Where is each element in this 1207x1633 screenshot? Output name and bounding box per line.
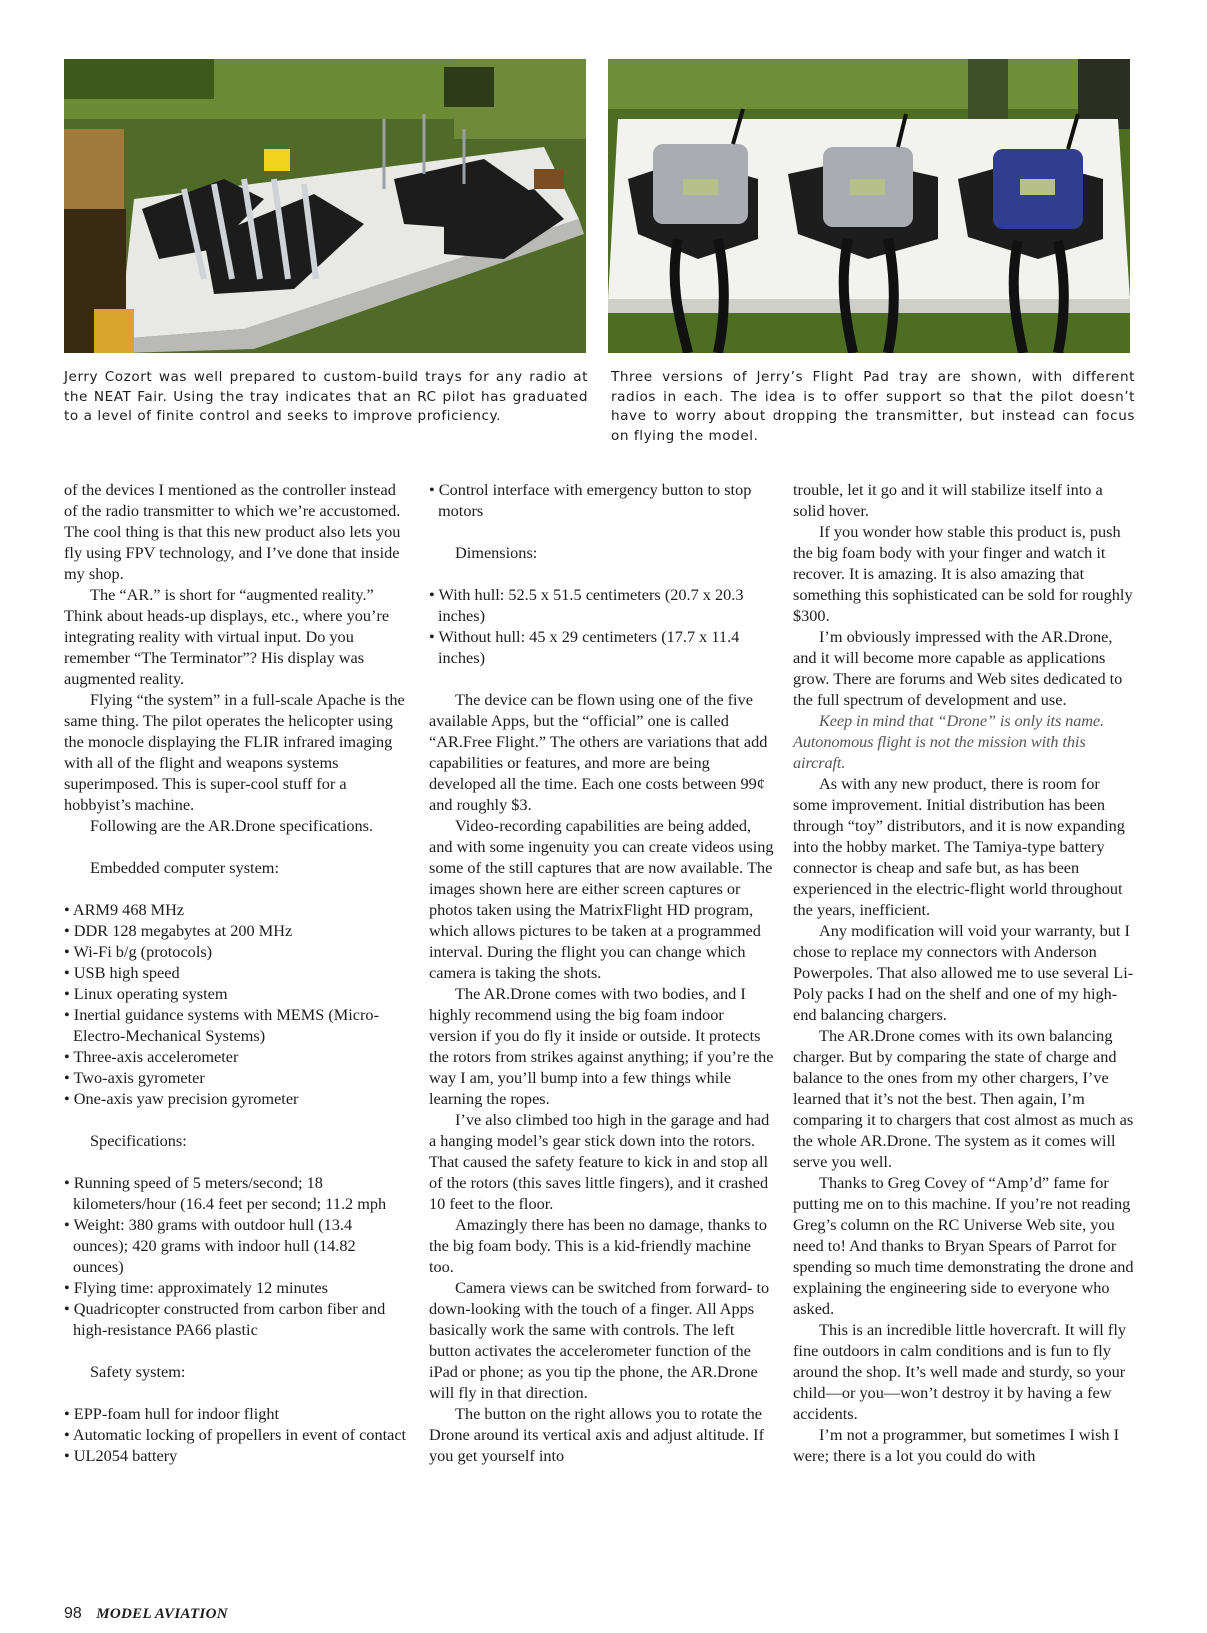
paragraph: Flying “the system” in a full-scale Apache is the same thing. The pilot operates the helicopter using the monocle displaying the FLIR infrared imaging with all of the flight and weapons systems superimposed. This is super-cool stuff for a hobbyist’s machine. [64,690,405,814]
spec-list-item: • UL2054 battery [64,1446,178,1465]
editor-note: Keep in mind that “Drone” is only its name. Autonomous flight is not the mission with this aircraft. [793,711,1104,772]
spec-list-item: • Control interface with emergency button to stop motors [429,480,752,520]
paragraph: Camera views can be switched from forward- to down-looking with the touch of a finger. All Apps basically work the same with controls. The left button activates the accelerometer function of the iPad or phone; as you tip the phone, the AR.Drone will fly in that direction. [429,1278,770,1402]
paragraph: I’ve also climbed too high in the garage and had a hanging model’s gear stick down into the rotors. That caused the safety feature to kick in and stop all of the rotors (this saves little fingers), and it crashed 10 feet to the floor. [429,1110,770,1213]
paragraph: The button on the right allows you to rotate the Drone around its vertical axis and adjust altitude. If you get yourself into [429,1404,765,1465]
spec-heading-safety: Safety system: [90,1362,186,1381]
paragraph: Following are the AR.Drone specifications. [90,816,374,835]
paragraph: This is an incredible little hovercraft. It will fly fine outdoors in calm conditions and is fun to fly around the shop. It’s well made and sturdy, so your child—or you—won’t destroy it by having a few accidents. [793,1320,1126,1423]
spec-list-item: • Weight: 380 grams with outdoor hull (13.4 ounces); 420 grams with indoor hull (14.82 ounces) [64,1215,356,1276]
photo-caption-left: Jerry Cozort was well prepared to custom-build trays for any radio at the NEAT Fair. Using the tray indicates that an RC pilot has graduated to a level of finite control and seeks to improve proficiency. [64,369,588,424]
trays-photo-illustration [64,59,586,353]
paragraph: As with any new product, there is room for some improvement. Initial distribution has been through “toy” distributors, and it is now expanding into the hobby market. The Tamiya-type battery connector is cheap and safe but, as has been experienced in the electric-flight world throughout the years, inefficient. [793,774,1125,919]
spec-list-item: • Inertial guidance systems with MEMS (Micro-Electro-Mechanical Systems) [64,1005,379,1045]
article-column-2 [429,479,774,1466]
paragraph: I’m obviously impressed with the AR.Drone, and it will become more capable as applications grow. There are forums and Web sites dedicated to the full spectrum of development and use. [793,627,1123,709]
paragraph: Any modification will void your warranty, but I chose to replace my connectors with Anderson Powerpoles. That also allowed me to use several Li-Poly packs I had on the shelf and one of my high-end balancing chargers. [793,921,1134,1024]
spec-list-item: • With hull: 52.5 x 51.5 centimeters (20.7 x 20.3 inches) [429,585,744,625]
photo-caption-right: Three versions of Jerry’s Flight Pad tray are shown, with different radios in each. The idea is to offer support so that the pilot doesn’t have to worry about dropping the transmitter, but instead can focus on flying the model. [611,369,1135,444]
spec-list-item: • Automatic locking of propellers in event of contact [64,1425,407,1444]
paragraph: The AR.Drone comes with its own balancing charger. But by comparing the state of charge and balance to the ones from my other chargers, I’ve learned that it’s not the best. Then again, I’m comparing it to chargers that cost almost as much as the whole AR.Drone. The system as it comes will serve you well. [793,1026,1134,1171]
spec-list-item: • DDR 128 megabytes at 200 MHz [64,921,293,940]
spec-heading-dimensions: Dimensions: [455,543,538,562]
page-number: 98 [64,1605,82,1622]
paragraph: I’m not a programmer, but sometimes I wish I were; there is a lot you could do with [793,1425,1120,1465]
page-footer [64,1605,228,1623]
magazine-name: MODEL AVIATION [96,1606,228,1622]
spec-list-item: • EPP-foam hull for indoor flight [64,1404,280,1423]
spec-list-item: • Three-axis accelerometer [64,1047,239,1066]
spec-list-item: • Flying time: approximately 12 minutes [64,1278,328,1297]
spec-heading-specifications: Specifications: [90,1131,187,1150]
photo-trays-on-table [64,59,586,353]
spec-list-item: • Two-axis gyrometer [64,1068,205,1087]
spec-list-item: • Quadricopter constructed from carbon fiber and high-resistance PA66 plastic [64,1299,386,1339]
transmitters-photo-illustration [608,59,1130,353]
spec-list-item: • Without hull: 45 x 29 centimeters (17.7 x 11.4 inches) [429,627,740,667]
paragraph: The AR.Drone comes with two bodies, and I highly recommend using the big foam indoor version if you do fly it inside or outside. It protects the rotors from strikes against anything; if you’re the way I am, you’ll bump into a few things while learning the ropes. [429,984,774,1108]
spec-list-item: • ARM9 468 MHz [64,900,185,919]
photo-transmitters-on-trays [608,59,1130,353]
paragraph: trouble, let it go and it will stabilize itself into a solid hover. [793,480,1103,520]
paragraph: of the devices I mentioned as the controller instead of the radio transmitter to which we’re accustomed. The cool thing is that this new product also lets you fly using FPV technology, and I’ve done that inside my shop. [64,480,401,583]
spec-list-item: • USB high speed [64,963,180,982]
spec-heading-embedded: Embedded computer system: [90,858,279,877]
article-column-3 [793,479,1138,1466]
spec-list-item: • One-axis yaw precision gyrometer [64,1089,299,1108]
spec-list-item: • Wi-Fi b/g (protocols) [64,942,213,961]
paragraph: The device can be flown using one of the five available Apps, but the “official” one is called “AR.Free Flight.” The others are variations that add capabilities or features, and more are being developed all the time. Each one costs between 99¢ and roughly $3. [429,690,768,814]
paragraph: If you wonder how stable this product is, push the big foam body with your finger and watch it recover. It is amazing. It is also amazing that something this sophisticated can be sold for roughly $300. [793,522,1133,625]
paragraph: Video-recording capabilities are being added, and with some ingenuity you can create videos using some of the still captures that are now available. The images shown here are either screen captures or photos taken using the MatrixFlight HD program, which allows pictures to be taken at a programmed interval. During the flight you can change which camera is taking the shots. [429,816,774,982]
spec-list-item: • Running speed of 5 meters/second; 18 kilometers/hour (16.4 feet per second; 11.2 mph [64,1173,387,1213]
paragraph: The “AR.” is short for “augmented reality.” Think about heads-up displays, etc., where you’re integrating reality with virtual input. Do you remember “The Terminator”? His display was augmented reality. [64,585,390,688]
paragraph: Amazingly there has been no damage, thanks to the big foam body. This is a kid-friendly machine too. [429,1215,767,1276]
article-column-1 [64,479,409,1466]
paragraph: Thanks to Greg Covey of “Amp’d” fame for putting me on to this machine. If you’re not reading Greg’s column on the RC Universe Web site, you need to! And thanks to Bryan Spears of Parrot for spending so much time demonstrating the drone and explaining the engineering side to everyone who asked. [793,1173,1134,1318]
spec-list-item: • Linux operating system [64,984,228,1003]
